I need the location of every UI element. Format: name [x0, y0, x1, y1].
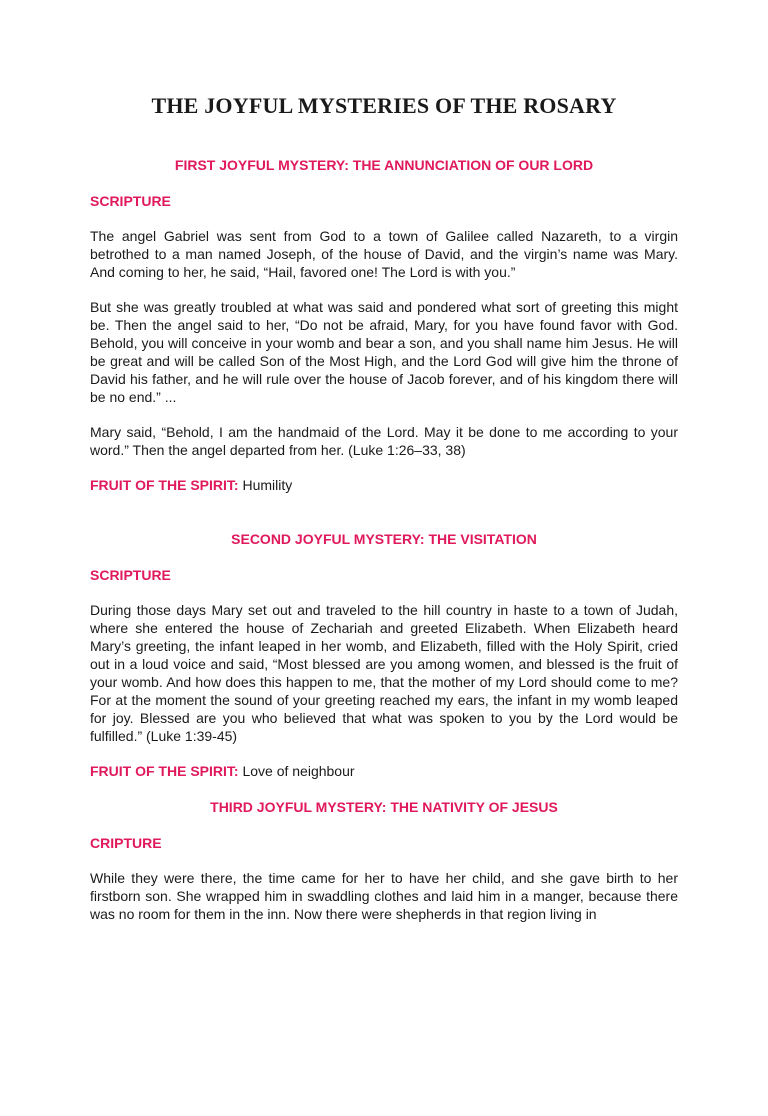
mystery-1-paragraph-3: Mary said, “Behold, I am the handmaid of the Lord. May it be done to me according to your word.” Then the angel departed from her. (Luke 1:26–33, 38) [90, 424, 678, 458]
fruit-label: FRUIT OF THE SPIRIT: [90, 763, 239, 779]
fruit-value: Love of neighbour [238, 763, 355, 779]
mystery-1-paragraph-1: The angel Gabriel was sent from God to a town of Galilee called Nazareth, to a virgin betrothed to a man named Joseph, of the house of David, and the virgin’s name was Mary. And coming to her, he said, “Hail, favored one! The Lord is with you.” [90, 228, 678, 280]
mystery-3-heading: THIRD JOYFUL MYSTERY: THE NATIVITY OF JESUS [210, 799, 558, 815]
document-page [0, 92, 768, 1116]
fruit-label: FRUIT OF THE SPIRIT: [90, 477, 239, 493]
mystery-1-heading: FIRST JOYFUL MYSTERY: THE ANNUNCIATION OF OUR LORD [174, 157, 594, 173]
fruit-value: Humility [238, 477, 293, 493]
mystery-2-heading: SECOND JOYFUL MYSTERY: THE VISITATION [231, 531, 537, 547]
mystery-3-scripture-label: CRIPTURE [90, 835, 162, 851]
mystery-1-scripture-label: SCRIPTURE [90, 193, 171, 209]
mystery-2-fruit [90, 762, 678, 780]
mystery-2-paragraph-1: During those days Mary set out and traveled to the hill country in haste to a town of Judah, where she entered the house of Zechariah and greeted Elizabeth. When Elizabeth heard Mary’s greeting, the infant leaped in her womb, and Elizabeth, filled with the Holy Spirit, cried out in a loud voice and said, “Most blessed are you among women, and blessed is the fruit of your womb. And how does this happen to me, that the mother of my Lord should come to me? For at the moment the sound of your greeting reached my ears, the infant in my womb leaped for joy. Blessed are you who believed that what was spoken to you by the Lord would be fulfilled.” (Luke 1:39-45) [90, 602, 678, 744]
mystery-1-fruit [90, 476, 678, 494]
document-title: THE JOYFUL MYSTERIES OF THE ROSARY [151, 93, 617, 118]
mystery-1-paragraph-2: But she was greatly troubled at what was said and pondered what sort of greeting this might be. Then the angel said to her, “Do not be afraid, Mary, for you have found favor with God. Behold, you will conceive in your womb and bear a son, and you shall name him Jesus. He will be great and will be called Son of the Most High, and the Lord God will give him the throne of David his father, and he will rule over the house of Jacob forever, and of his kingdom there will be no end.” ... [90, 299, 678, 405]
mystery-2-scripture-label: SCRIPTURE [90, 567, 171, 583]
mystery-3-paragraph-1: While they were there, the time came for her to have her child, and she gave birth to her firstborn son. She wrapped him in swaddling clothes and laid him in a manger, because there was no room for them in the inn. Now there were shepherds in that region living in [90, 870, 678, 922]
